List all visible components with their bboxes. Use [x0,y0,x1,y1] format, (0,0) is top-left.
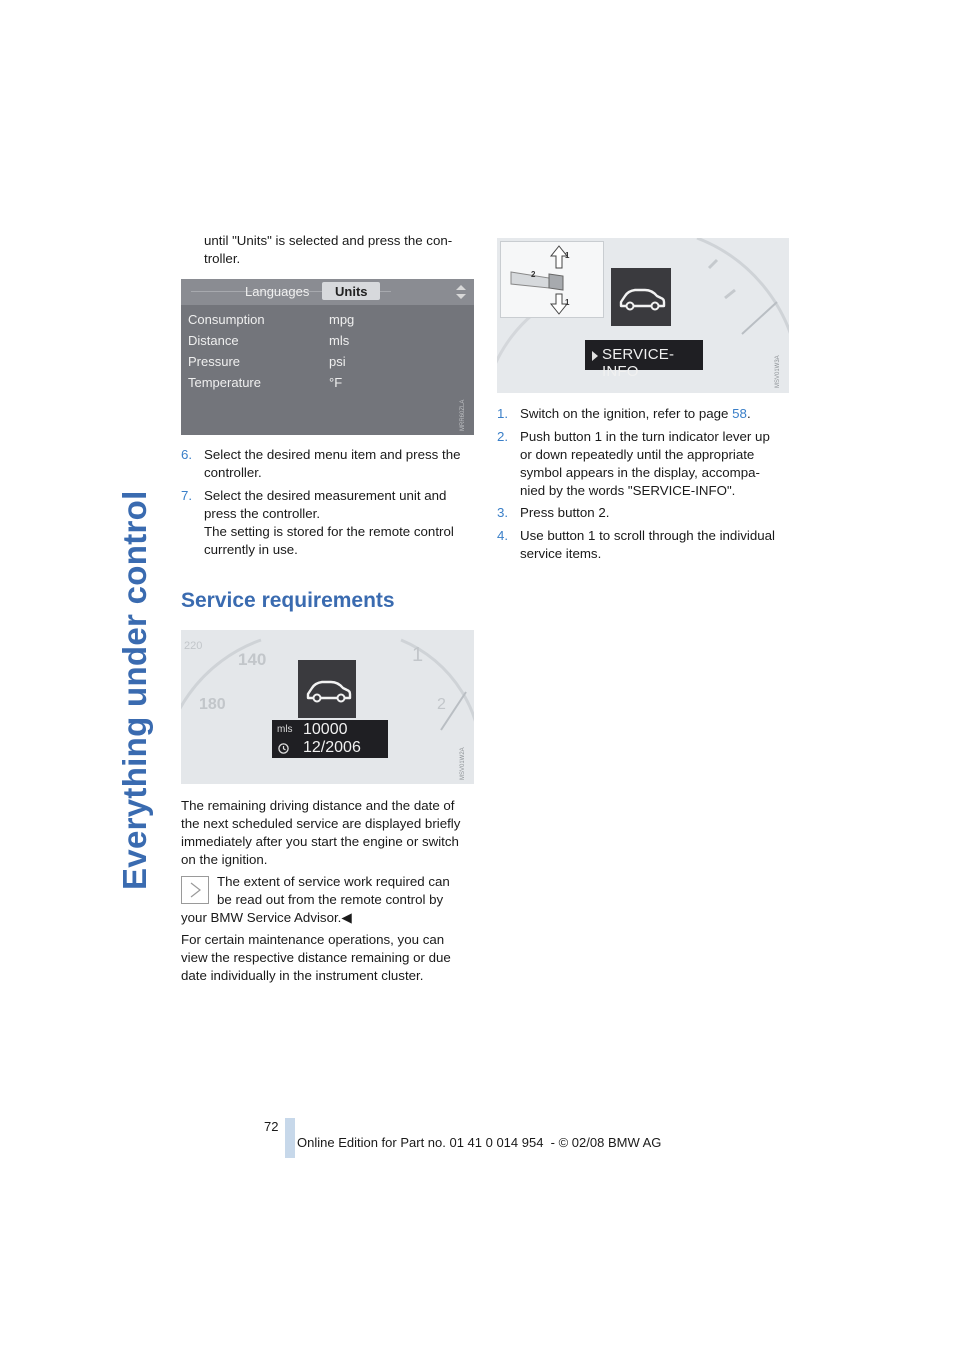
service-symbol-box [298,660,356,718]
gauge-label-2: 2 [437,696,446,713]
paragraph-remaining-distance: The remaining driving distance and the date of the next scheduled service are displayed briefly immediately after you start the engine or switch on the ignition. [181,798,461,867]
units-values [329,309,354,393]
row-label-distance: Distance [188,333,239,348]
turn-indicator-lever-icon [501,242,603,317]
intro-text [204,232,452,268]
step-1: 1. Switch on the ignition, refer to page 58. [497,406,751,421]
tab-units: Units [335,284,368,299]
row-label-temperature: Temperature [188,375,261,390]
triangle-right-icon [591,349,599,361]
intro-line-2: troller. [204,251,241,266]
row-value-distance: mls [329,333,350,348]
service-info-readout [585,340,703,380]
step-7: 7. Select the desired measurement unit and press the controller. The setting is stored for the remote control currently in use. [181,488,454,557]
row-value-pressure: psi [329,354,346,369]
step-2: 2. Push button 1 in the turn indicator lever up or down repeatedly until the appropriate symbol appears in the display, accompa- nied by the words "SERVICE-INFO". [497,429,770,498]
page-link-58[interactable]: 58 [732,406,747,421]
service-info-image [497,238,789,393]
clock-icon [278,741,289,752]
lever-label-1-top: 1 [565,251,570,260]
row-value-consumption: mpg [329,312,355,327]
units-labels [188,309,265,393]
gauge-label-140: 140 [238,650,267,669]
step-3: 3. Press button 2. [497,505,610,520]
note-text-top: The extent of service work required can be read out from the remote control by [217,874,450,907]
note-text-bottom: your BMW Service Advisor.◀ [181,910,352,925]
row-label-consumption: Consumption [188,312,265,327]
gauge-label-180: 180 [199,696,226,713]
readout-date: 12/2006 [303,739,361,756]
section-heading: Service requirements [181,589,395,612]
footer-accent-bar [285,1118,295,1158]
page-number: 72 [264,1119,279,1134]
gauge-label-1: 1 [412,644,424,666]
lever-label-1-bottom: 1 [565,298,570,307]
service-info-label: SERVICE-INFO [602,346,675,380]
readout-distance: 10000 [303,721,348,738]
image-code: MSV01W2A [460,747,466,780]
section-side-title [108,230,162,890]
intro-line-1: until "Units" is selected and press the con- [204,233,453,248]
lever-inset [500,241,604,318]
side-title-text: Everything under control [116,490,153,890]
row-value-temperature: °F [329,375,343,390]
service-readout [272,720,388,758]
service-info-symbol-box [611,268,671,326]
gauge-label-220: 220 [184,640,203,652]
car-icon [611,268,671,326]
step-6: 6. Select the desired menu item and press the controller. [181,447,461,480]
paragraph-maintenance: For certain maintenance operations, you can view the respective distance remaining or due date individually in the instrument cluster. [181,932,451,983]
footer-edition: Online Edition for Part no. 01 41 0 014 954 - © 02/08 BMW AG [297,1135,662,1150]
step-4: 4. Use button 1 to scroll through the individual service items. [497,528,776,561]
readout-unit: mls [277,724,293,735]
units-screen-image [181,279,474,435]
image-code: MRR60ZLA [460,399,466,431]
lever-label-2: 2 [531,270,536,279]
note-icon [181,876,209,904]
row-label-pressure: Pressure [188,354,241,369]
service-display-image [181,630,474,784]
car-icon [298,660,356,718]
scroll-arrows-icon [455,284,467,300]
tab-languages: Languages [245,284,310,299]
image-code: MSV01W3A [775,355,781,388]
